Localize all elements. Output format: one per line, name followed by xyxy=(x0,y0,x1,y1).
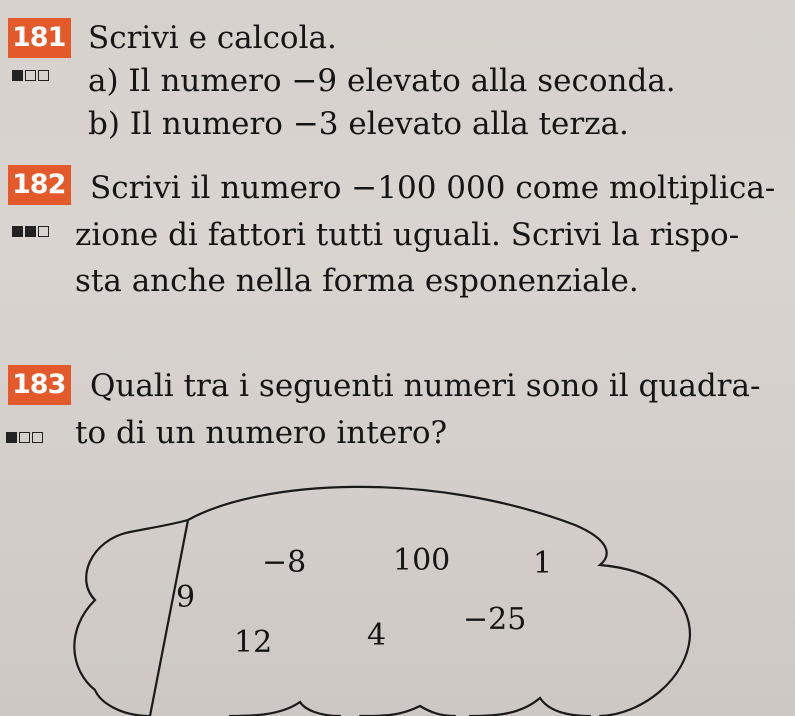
difficulty-square-filled xyxy=(25,226,36,237)
difficulty-indicator xyxy=(12,226,49,237)
number-cloud-outline xyxy=(0,470,795,716)
cloud-number: 100 xyxy=(393,543,451,578)
exercise-instruction: Scrivi e calcola. xyxy=(88,20,337,56)
difficulty-square-filled xyxy=(6,432,17,443)
cloud-number: −8 xyxy=(262,545,307,580)
exercise-text-line: Scrivi il numero −100 000 come moltiplica- xyxy=(90,170,776,206)
cloud-number: 1 xyxy=(533,546,553,581)
difficulty-square-empty xyxy=(38,70,49,81)
exercise-number-badge: 181 xyxy=(8,18,71,58)
difficulty-square-filled xyxy=(12,70,23,81)
difficulty-square-empty xyxy=(25,70,36,81)
cloud-number: 4 xyxy=(367,618,387,653)
exercise-item-a: a) Il numero −9 elevato alla seconda. xyxy=(88,63,676,99)
difficulty-indicator xyxy=(6,432,43,443)
exercise-number-badge: 182 xyxy=(8,165,71,205)
cloud-number: −25 xyxy=(463,602,527,637)
exercise-text-line: to di un numero intero? xyxy=(75,415,448,451)
difficulty-square-filled xyxy=(12,226,23,237)
cloud-number: 9 xyxy=(176,580,196,615)
exercise-text-line: Quali tra i seguenti numeri sono il quadra- xyxy=(90,368,761,404)
exercise-item-b: b) Il numero −3 elevato alla terza. xyxy=(88,106,629,142)
exercise-text-line: zione di fattori tutti uguali. Scrivi la rispo- xyxy=(75,217,740,253)
exercise-text-line: sta anche nella forma esponenziale. xyxy=(75,263,639,299)
cloud-number: 12 xyxy=(234,625,273,660)
difficulty-square-empty xyxy=(38,226,49,237)
exercise-number-badge: 183 xyxy=(8,365,71,405)
difficulty-square-empty xyxy=(19,432,30,443)
difficulty-indicator xyxy=(12,70,49,81)
difficulty-square-empty xyxy=(32,432,43,443)
